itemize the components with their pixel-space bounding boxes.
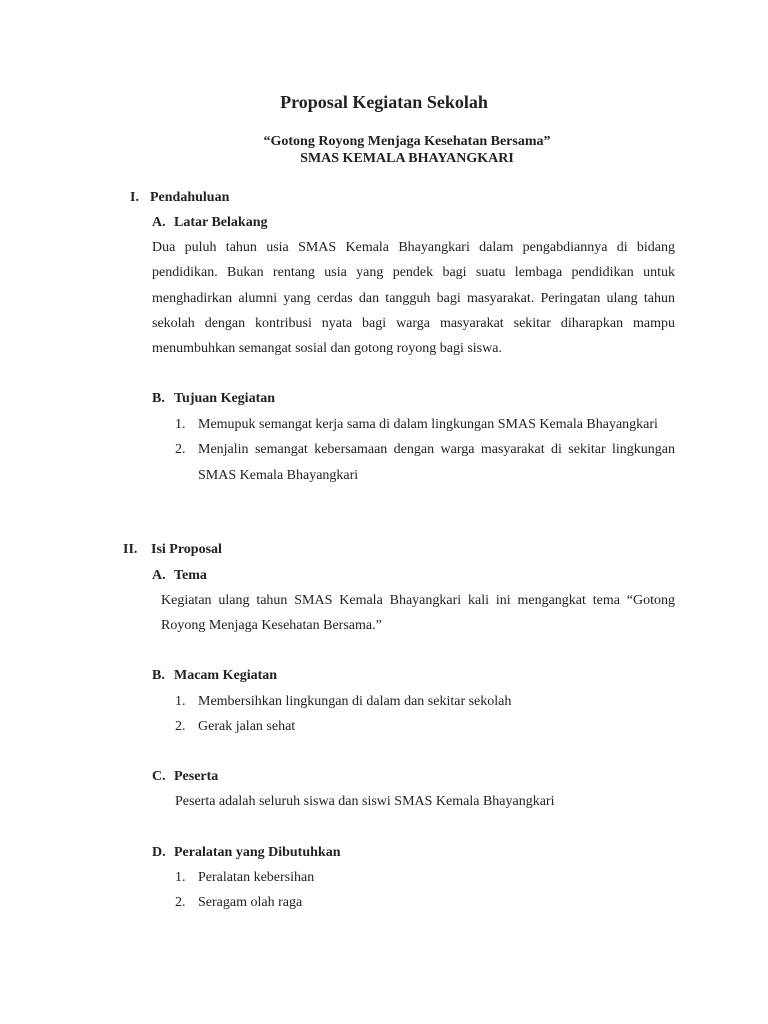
subheading-letter: B.: [152, 391, 165, 406]
list-item: [175, 865, 675, 890]
list-item-number: 1.: [175, 870, 186, 885]
list-item-number: 1.: [175, 694, 186, 709]
theme-quote: “Gotong Royong Menjaga Kesehatan Bersama”: [263, 134, 551, 149]
list-peralatan: [175, 865, 675, 916]
section-heading-pendahuluan: [130, 189, 229, 207]
list-item: [175, 437, 675, 488]
list-item-number: 2.: [175, 719, 186, 735]
subheading-latar-belakang: [152, 214, 267, 232]
list-item-text: Gerak jalan sehat: [198, 719, 296, 735]
subheading-letter: A.: [152, 568, 166, 583]
subheading-title: Tujuan Kegiatan: [174, 391, 276, 406]
list-macam-kegiatan: [175, 689, 675, 740]
subheading-peralatan: [152, 844, 340, 862]
paragraph-tema: Kegiatan ulang tahun SMAS Kemala Bhayangkari kali ini mengangkat tema “Gotong Royong Menjaga Kesehatan Bersama.”: [161, 593, 675, 634]
subheading-title: Macam Kegiatan: [174, 668, 278, 683]
subheading-letter: B.: [152, 668, 165, 683]
subheading-letter: D.: [152, 845, 166, 860]
subheading-tema: [152, 567, 207, 585]
list-tujuan-kegiatan: [175, 412, 675, 488]
section-heading-isi-proposal: [123, 541, 222, 559]
list-item: [175, 412, 675, 437]
list-item-text: Seragam olah raga: [198, 895, 303, 911]
list-item-text: Peralatan kebersihan: [198, 870, 315, 885]
list-item: [175, 714, 675, 739]
subheading-title: Latar Belakang: [174, 215, 268, 230]
paragraph-peserta: Peserta adalah seluruh siswa dan siswi SMAS Kemala Bhayangkari: [175, 794, 555, 809]
list-item: [175, 689, 675, 714]
subheading-letter: C.: [152, 769, 166, 784]
section-numeral: II.: [123, 542, 138, 557]
list-item-number: 2.: [175, 895, 186, 911]
list-item-number: 2.: [175, 442, 186, 458]
school-name: SMAS KEMALA BHAYANGKARI: [300, 151, 514, 166]
subheading-title: Tema: [174, 568, 207, 583]
section-numeral: I.: [130, 190, 139, 205]
subheading-peserta: [152, 768, 218, 786]
list-item: [175, 890, 675, 915]
section-title: Isi Proposal: [151, 542, 222, 557]
subheading-tujuan-kegiatan: [152, 390, 275, 408]
document-title: Proposal Kegiatan Sekolah: [280, 92, 488, 112]
subheading-title: Peserta: [174, 769, 219, 784]
list-item-text: Menjalin semangat kebersamaan dengan warga masyarakat di sekitar lingkungan SMAS Kemala Bhayangkari: [198, 442, 675, 483]
subheading-title: Peralatan yang Dibutuhkan: [174, 845, 341, 860]
section-title: Pendahuluan: [150, 190, 230, 205]
list-item-number: 1.: [175, 417, 186, 432]
document-subtitle: [0, 133, 768, 167]
list-item-text: Memupuk semangat kerja sama di dalam lingkungan SMAS Kemala Bhayangkari: [198, 417, 658, 432]
list-item-text: Membersihkan lingkungan di dalam dan sekitar sekolah: [198, 694, 512, 709]
paragraph-latar-belakang: Dua puluh tahun usia SMAS Kemala Bhayangkari dalam pengabdiannya di bidang pendidikan. Bukan rentang usia yang pendek bagi suatu lembaga pendidikan untuk menghadirkan alumni yang cerdas dan tangguh bagi masyarakat. Peringatan ulang tahun sekolah dengan kontribusi nyata bagi warga masyarakat sekitar diharapkan mampu menumbuhkan semangat sosial dan gotong royong bagi siswa.: [152, 240, 675, 357]
subheading-macam-kegiatan: [152, 667, 277, 685]
subheading-letter: A.: [152, 215, 166, 230]
